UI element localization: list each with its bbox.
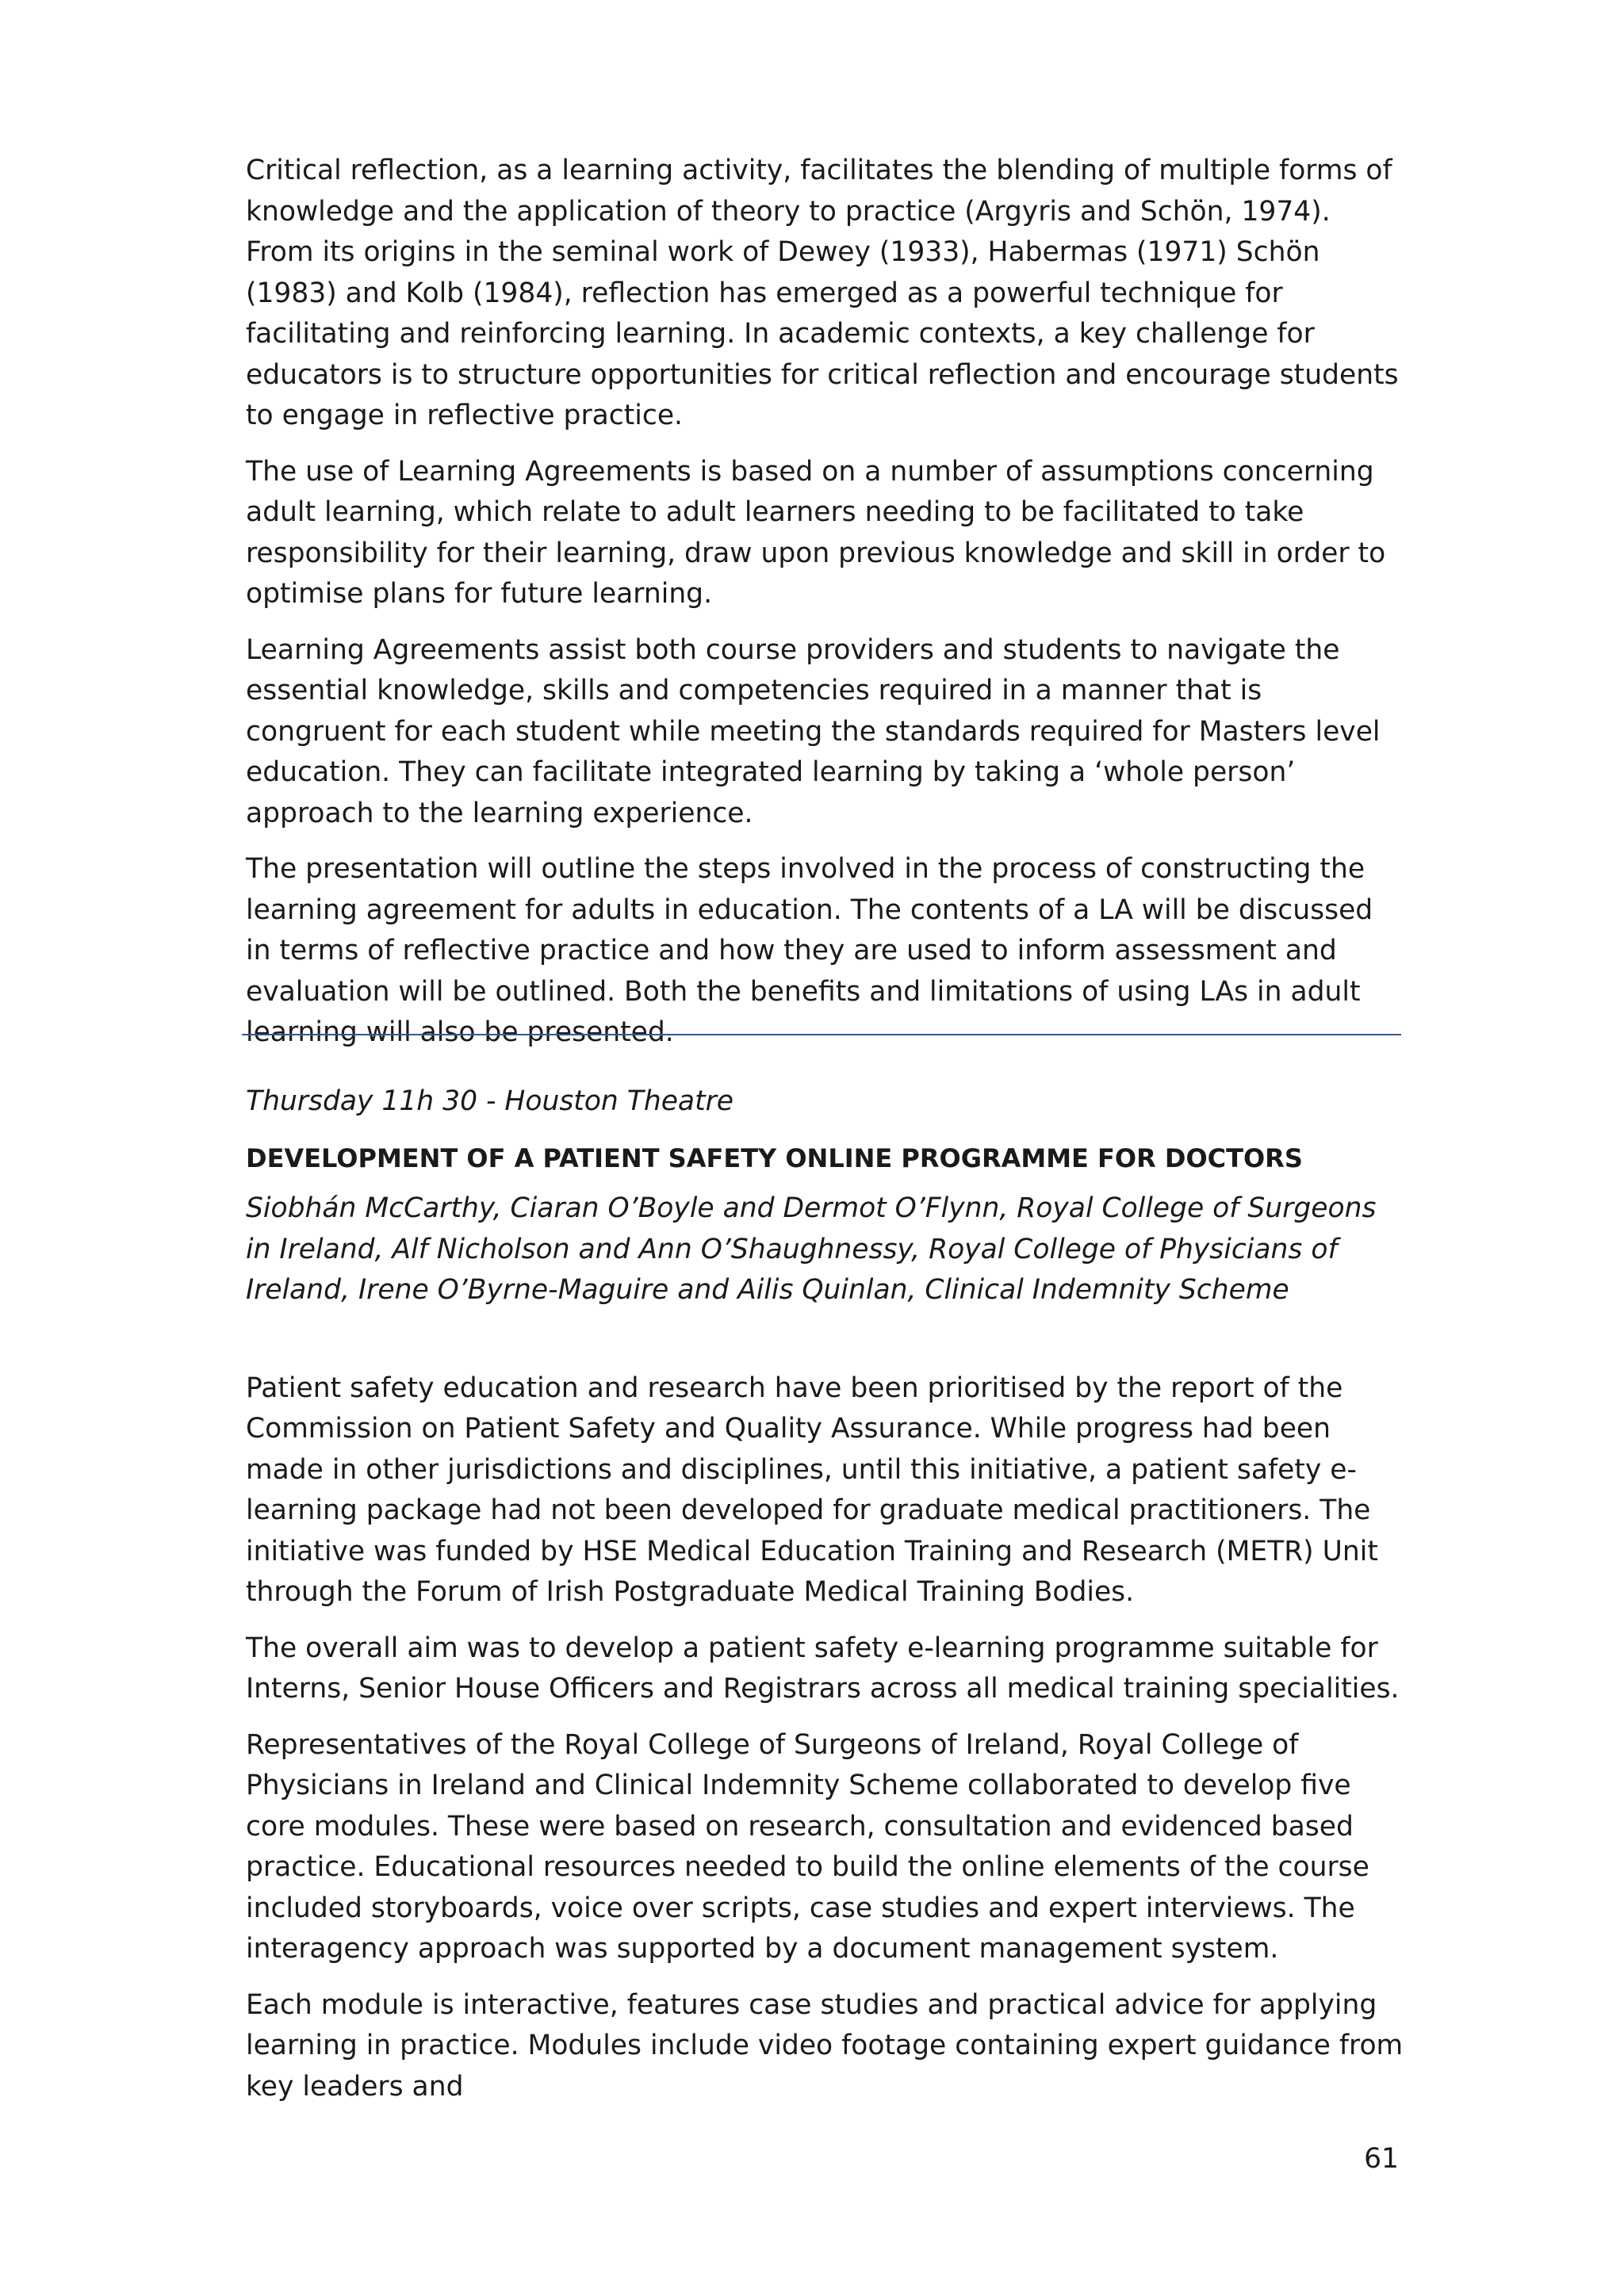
intro-paragraph-3: Learning Agreements assist both course providers and students to navigate the essential knowledge, skills and competencies required in a manner that is congruent for each student while meeting the standards required for Masters level education. They can facilitate integrated learning by taking a ‘whole person’ approach to the learning experience.	[246, 633, 1381, 829]
intro-paragraph-2: The use of Learning Agreements is based on a number of assumptions concerning adult learning, which relate to adult learners needing to be facilitated to take responsibility for their learning, draw upon previous knowledge and skill in order to optimise plans for future learning.	[246, 455, 1386, 610]
session-paragraph-3: Representatives of the Royal College of Surgeons of Ireland, Royal College of Physicians in Ireland and Clinical Indemnity Scheme collaborated to develop five core modules. These were based on research, consultation and evidenced based practice. Educational resources needed to build the online elements of the course included storyboards, voice over scripts, case studies and expert interviews. The interagency approach was supported by a document management system.	[246, 1728, 1369, 1965]
intro-section	[246, 151, 1404, 1054]
session-authors: Siobhán McCarthy, Ciaran O’Boyle and Dermot O’Flynn, Royal College of Surgeons in Ireland, Alf Nicholson and Ann O’Shaughnessy, Royal College of Physicians of Ireland, Irene O’Byrne-Maguire and Ailis Quinlan, Clinical Indemnity Scheme	[246, 1192, 1377, 1306]
session-paragraph-4: Each module is interactive, features case studies and practical advice for applying learning in practice. Modules include video footage containing expert guidance from key leaders and	[246, 1988, 1404, 2103]
session-section	[246, 1081, 1404, 2107]
session-paragraph-1: Patient safety education and research have been prioritised by the report of the Commission on Patient Safety and Quality Assurance. While progress had been made in other jurisdictions and disciplines, until this initiative, a patient safety e-learning package had not been developed for graduate medical practitioners. The initiative was funded by HSE Medical Education Training and Research (METR) Unit through the Forum of Irish Postgraduate Medical Training Bodies.	[246, 1372, 1378, 1608]
session-time-location: Thursday 11h 30 - Houston Theatre	[246, 1085, 734, 1117]
intro-paragraph-4: The presentation will outline the steps involved in the process of constructing the learning agreement for adults in education. The contents of a LA will be discussed in terms of reflective practice and how they are used to inform assessment and evaluation will be outlined. Both the benefits and limitations of using LAs in adult learning will also be presented.	[246, 853, 1373, 1048]
page-number: 61	[1364, 2143, 1399, 2175]
session-title: DEVELOPMENT OF A PATIENT SAFETY ONLINE PROGRAMME FOR DOCTORS	[246, 1142, 1303, 1173]
intro-paragraph-1: Critical reflection, as a learning activity, facilitates the blending of multiple forms of knowledge and the application of theory to practice (Argyris and Schön, 1974). From its origins in the seminal work of Dewey (1933), Habermas (1971) Schön (1983) and Kolb (1984), reflection has emerged as a powerful technique for facilitating and reinforcing learning. In academic contexts, a key challenge for educators is to structure opportunities for critical reflection and encourage students to engage in reflective practice.	[246, 155, 1399, 431]
session-paragraph-2: The overall aim was to develop a patient safety e-learning programme suitable for Interns, Senior House Officers and Registrars across all medical training specialities.	[246, 1632, 1400, 1705]
section-divider	[242, 1034, 1401, 1035]
